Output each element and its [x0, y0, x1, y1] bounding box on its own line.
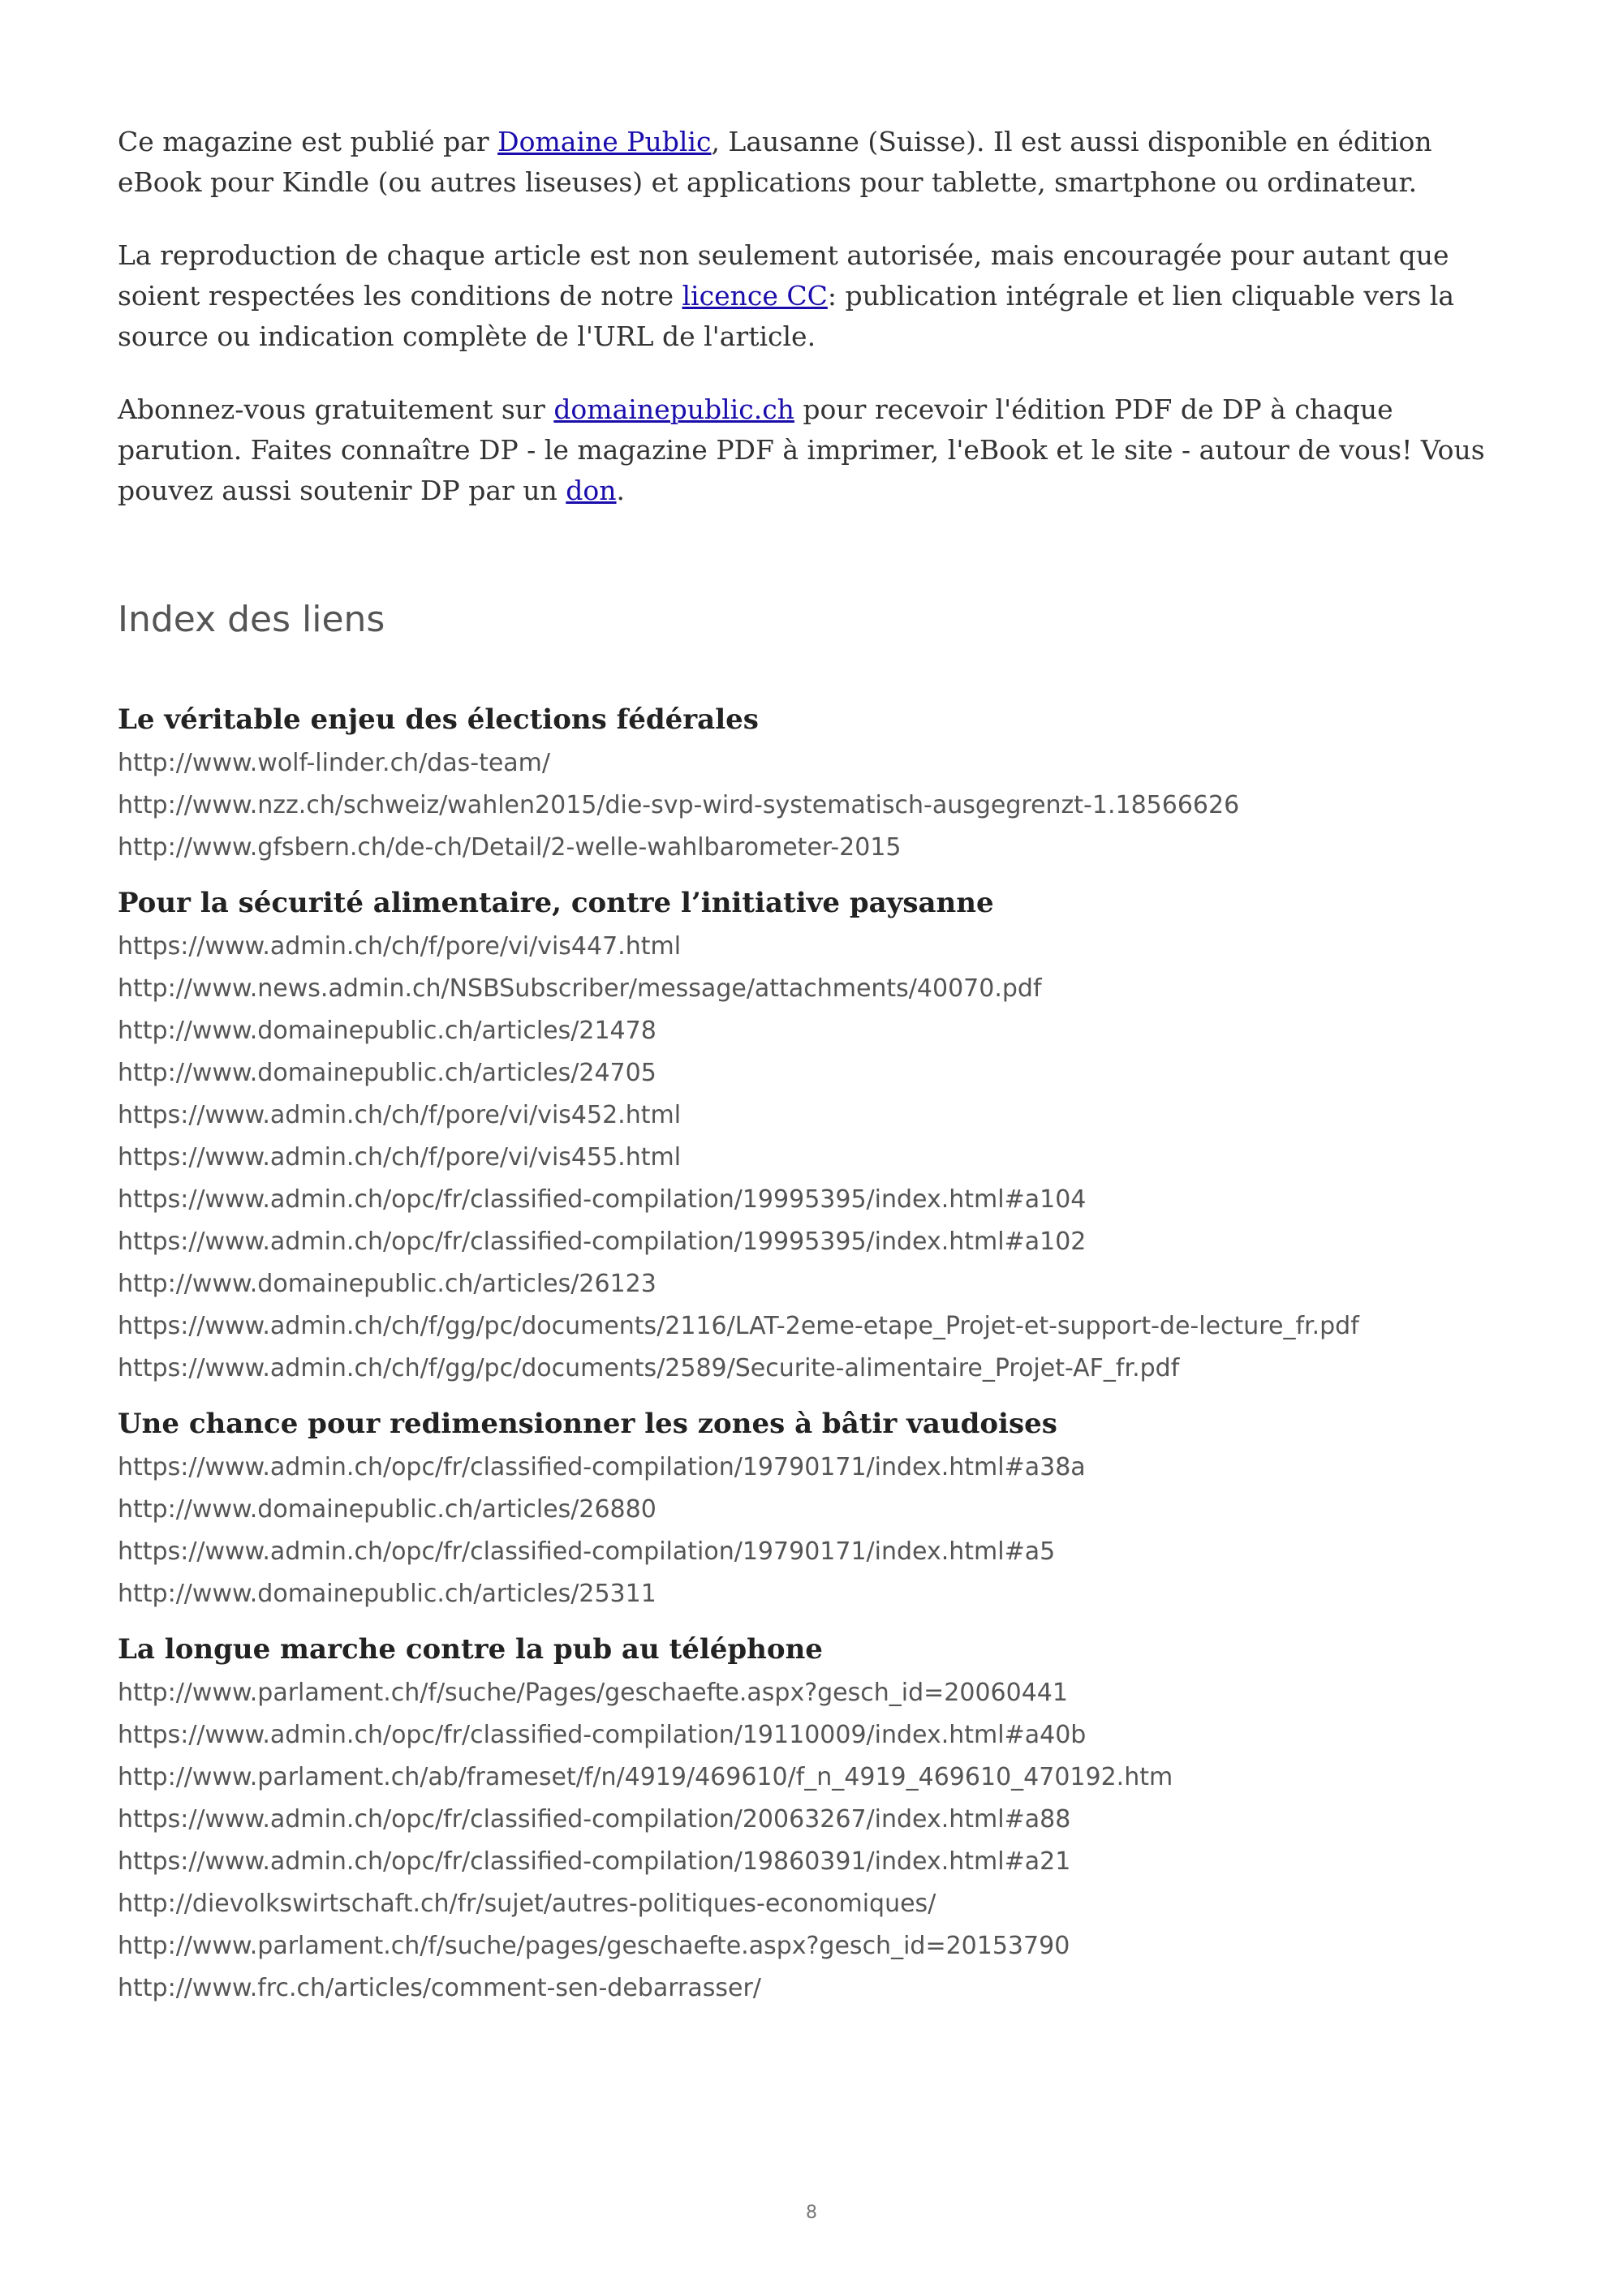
link-url: http://dievolkswirtschaft.ch/fr/sujet/autres-politiques-economiques/: [118, 1890, 936, 1918]
link-url: https://www.admin.ch/opc/fr/classified-compilation/20063267/index.html#a88: [118, 1805, 1071, 1834]
domaine-public-link[interactable]: Domaine Public: [497, 126, 712, 157]
link-url: http://www.news.admin.ch/NSBSubscriber/message/attachments/40070.pdf: [118, 974, 1042, 1003]
link-url: https://www.admin.ch/opc/fr/classified-compilation/19790171/index.html#a5: [118, 1537, 1056, 1566]
link-url: https://www.admin.ch/opc/fr/classified-compilation/19860391/index.html#a21: [118, 1847, 1071, 1876]
link-url: https://www.admin.ch/ch/f/pore/vi/vis447.html: [118, 932, 682, 961]
domainepublic-link[interactable]: domainepublic.ch: [553, 393, 794, 425]
link-url: https://www.admin.ch/ch/f/gg/pc/documents/2589/Securite-alimentaire_Projet-AF_fr.pdf: [118, 1354, 1180, 1382]
link-url: http://www.domainepublic.ch/articles/26123: [118, 1270, 657, 1298]
link-url: https://www.admin.ch/opc/fr/classified-compilation/19995395/index.html#a104: [118, 1185, 1087, 1214]
section-title: Pour la sécurité alimentaire, contre l’initiative paysanne: [118, 887, 994, 919]
link-url: http://www.gfsbern.ch/de-ch/Detail/2-welle-wahlbarometer-2015: [118, 833, 902, 862]
link-url: https://www.admin.ch/ch/f/gg/pc/documents/2116/LAT-2eme-etape_Projet-et-support-de-lecture_fr.pdf: [118, 1312, 1359, 1340]
index-title: Index des liens: [118, 599, 385, 640]
section-title: Une chance pour redimensionner les zones à bâtir vaudoises: [118, 1408, 1057, 1440]
link-url: https://www.admin.ch/opc/fr/classified-compilation/19995395/index.html#a102: [118, 1228, 1087, 1256]
link-url: http://www.domainepublic.ch/articles/24705: [118, 1059, 657, 1087]
intro-paragraph-publisher: Ce magazine est publié par Domaine Public, Lausanne (Suisse). Il est aussi disponible en édition eBook pour Kindle (ou autres liseuses) et applications pour tablette, smartphone ou ordinateur.: [118, 126, 1432, 198]
link-url: http://www.frc.ch/articles/comment-sen-debarrasser/: [118, 1974, 761, 2002]
intro-paragraph-subscribe: Abonnez-vous gratuitement sur domainepublic.ch pour recevoir l'édition PDF de DP à chaque parution. Faites connaître DP - le magazine PDF à imprimer, l'eBook et le site - autour de vous! Vous pouvez aussi soutenir DP par un don.: [118, 393, 1485, 506]
link-section: [118, 697, 1513, 869]
intro-paragraph-license: La reproduction de chaque article est non seulement autorisée, mais encouragée pour autant que soient respectées les conditions de notre licence CC: publication intégrale et lien cliquable vers la source ou indication complète de l'URL de l'article.: [118, 239, 1455, 352]
don-link[interactable]: don: [566, 475, 617, 506]
link-url: http://www.parlament.ch/f/suche/pages/geschaefte.aspx?gesch_id=20153790: [118, 1932, 1070, 1960]
link-section: [118, 1627, 1513, 2010]
page-number: 8: [806, 2203, 817, 2223]
link-url: http://www.nzz.ch/schweiz/wahlen2015/die-svp-wird-systematisch-ausgegrenzt-1.18566626: [118, 791, 1240, 819]
intro: [118, 122, 1513, 511]
link-url: http://www.domainepublic.ch/articles/26880: [118, 1495, 657, 1524]
link-section: [118, 1401, 1513, 1615]
link-url: https://www.admin.ch/opc/fr/classified-compilation/19790171/index.html#a38a: [118, 1453, 1086, 1481]
link-url: https://www.admin.ch/ch/f/pore/vi/vis452.html: [118, 1101, 682, 1129]
link-list: [118, 1447, 1513, 1615]
link-url: http://www.domainepublic.ch/articles/21478: [118, 1017, 657, 1045]
link-list: [118, 1672, 1513, 2010]
section-title: La longue marche contre la pub au téléphone: [118, 1633, 823, 1666]
page-content: [118, 122, 1513, 2021]
section-title: Le véritable enjeu des élections fédérales: [118, 703, 759, 736]
link-section: [118, 880, 1513, 1390]
link-index: [118, 697, 1513, 2010]
link-url: http://www.wolf-linder.ch/das-team/: [118, 749, 550, 777]
link-url: http://www.domainepublic.ch/articles/25311: [118, 1580, 657, 1608]
link-list: [118, 742, 1513, 869]
link-url: http://www.parlament.ch/f/suche/Pages/geschaefte.aspx?gesch_id=20060441: [118, 1679, 1068, 1707]
link-url: https://www.admin.ch/opc/fr/classified-compilation/19110009/index.html#a40b: [118, 1721, 1087, 1749]
link-url: https://www.admin.ch/ch/f/pore/vi/vis455.html: [118, 1143, 682, 1172]
link-url: http://www.parlament.ch/ab/frameset/f/n/4919/469610/f_n_4919_469610_470192.htm: [118, 1763, 1173, 1791]
licence-cc-link[interactable]: licence CC: [682, 280, 828, 312]
link-list: [118, 926, 1513, 1390]
